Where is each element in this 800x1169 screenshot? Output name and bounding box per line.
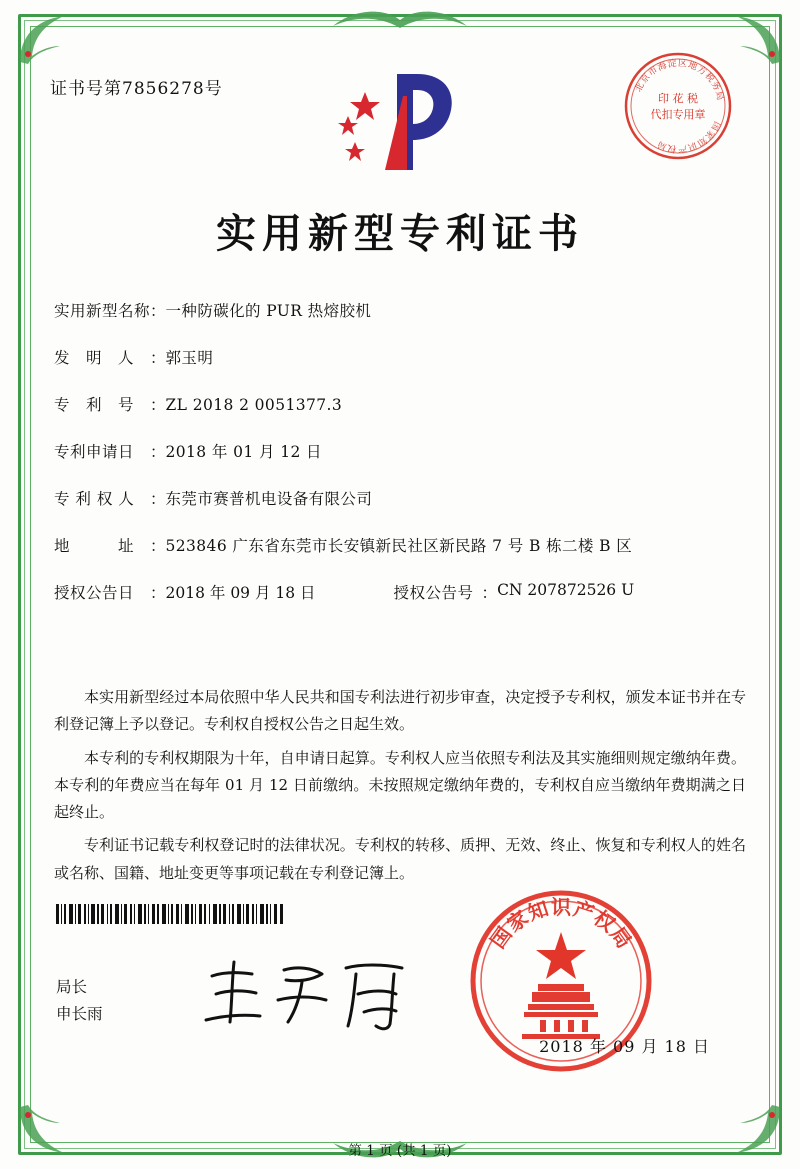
page-title: 实用新型专利证书 — [216, 210, 584, 257]
director-handwritten-signature — [198, 954, 428, 1034]
sipo-logo-icon — [325, 66, 475, 176]
field-row-patent-number — [54, 393, 746, 417]
field-label-patent-number: 专 利 号 — [54, 396, 135, 415]
field-value-patent-number: ZL 2018 2 0051377.3 — [165, 396, 343, 415]
svg-text:局: 局 — [656, 138, 669, 152]
svg-text:北: 北 — [633, 81, 647, 94]
field-label-grant-date: 授权公告日 — [54, 584, 135, 603]
svg-text:知: 知 — [694, 134, 709, 148]
field-colon: ： — [150, 443, 166, 462]
svg-text:产: 产 — [570, 896, 598, 926]
field-row-grant — [54, 581, 746, 603]
field-value-invention-name: 一种防碳化的 PUR 热熔胶机 — [165, 302, 372, 320]
field-colon: ： — [150, 396, 166, 415]
svg-text:淀: 淀 — [666, 58, 678, 70]
field-colon: ： — [150, 537, 166, 556]
svg-text:识: 识 — [551, 895, 571, 919]
svg-text:区: 区 — [677, 58, 688, 70]
svg-text:权: 权 — [666, 142, 678, 154]
field-value-inventor: 郭玉明 — [165, 349, 214, 368]
field-colon: ： — [150, 584, 166, 603]
svg-text:代扣专用章: 代扣专用章 — [650, 108, 706, 121]
svg-text:权: 权 — [589, 905, 620, 937]
barcode — [56, 904, 284, 924]
svg-text:务: 务 — [708, 79, 722, 93]
certificate-number: 证书号第7856278号 — [50, 79, 223, 99]
field-label-application-date: 专利申请日 — [54, 443, 135, 462]
paragraph-1: 本实用新型经过本局依照中华人民共和国专利法进行初步审查，决定授予专利权，颁发本证书并在专利登记簿上予以登记。专利权自授权公告之日起生效。 — [54, 688, 746, 734]
page-footer: 第 1 页 (共 1 页) — [348, 1143, 452, 1159]
field-row-application-date — [54, 440, 746, 464]
field-label-address: 地 址 — [54, 537, 135, 556]
paragraph-3: 专利证书记载专利权登记时的法律状况。专利权的转移、质押、无效、终止、恢复和专利权人的姓名或名称、国籍、地址变更等事项记载在专利登记簿上。 — [54, 836, 746, 882]
svg-text:地: 地 — [686, 60, 699, 73]
field-colon: ： — [150, 349, 166, 368]
field-value-patentee: 东莞市赛普机电设备有限公司 — [165, 490, 373, 509]
field-value-application-date: 2018 年 01 月 12 日 — [165, 443, 322, 462]
svg-text:知: 知 — [524, 896, 552, 926]
seal-date: 2018 年 09 月 18 日 — [539, 1037, 710, 1056]
field-label-grant-number: 授权公告号 — [393, 584, 474, 603]
certificate-fields — [54, 299, 746, 626]
svg-text:京: 京 — [639, 72, 653, 86]
field-colon: ： — [150, 302, 166, 320]
svg-text:海: 海 — [656, 60, 669, 74]
svg-text:税: 税 — [702, 71, 716, 85]
field-label-inventor: 发 明 人 — [54, 349, 135, 368]
svg-text:印 花 税: 印 花 税 — [658, 92, 698, 105]
field-colon: ： — [150, 490, 166, 509]
director-role-label: 局长 — [56, 978, 88, 996]
field-value-address: 523846 广东省东莞市长安镇新民社区新民路 7 号 B 栋二楼 B 区 — [165, 537, 633, 556]
svg-text:国: 国 — [708, 119, 722, 133]
field-row-address — [54, 534, 746, 558]
top-border-flourish — [325, 6, 475, 36]
director-name: 申长雨 — [56, 1005, 103, 1024]
svg-text:方: 方 — [694, 64, 709, 78]
svg-text:家: 家 — [702, 127, 716, 141]
field-row-invention-name — [54, 299, 746, 323]
field-row-inventor — [54, 346, 746, 370]
field-value-grant-date: 2018 年 09 月 18 日 — [165, 584, 316, 603]
svg-text:识: 识 — [686, 139, 699, 152]
legal-paragraphs — [54, 684, 746, 893]
signature-block — [56, 974, 103, 1028]
field-value-grant-number: CN 207872526 U — [497, 581, 635, 600]
tax-stamp-icon — [622, 50, 734, 162]
field-colon: ： — [481, 584, 498, 603]
paragraph-2: 本专利的专利权期限为十年，自申请日起算。专利权人应当依照专利法及其实施细则规定缴纳年费。本专利的年费应当在每年 01 月 12 日前缴纳。未按照规定缴纳年费的，专利权自应当缴纳年费期满之日起终止。 — [54, 748, 746, 822]
svg-text:局: 局 — [712, 90, 725, 102]
svg-text:国: 国 — [485, 922, 517, 953]
field-label-patentee: 专 利 权 人 — [54, 490, 135, 509]
svg-text:市: 市 — [646, 65, 660, 79]
svg-text:产: 产 — [677, 142, 688, 154]
field-label-invention-name: 实用新型名称 — [54, 302, 151, 320]
svg-text:家: 家 — [502, 905, 533, 937]
svg-text:局: 局 — [605, 922, 637, 953]
field-row-patentee — [54, 487, 746, 511]
grant-number-group — [394, 581, 635, 603]
